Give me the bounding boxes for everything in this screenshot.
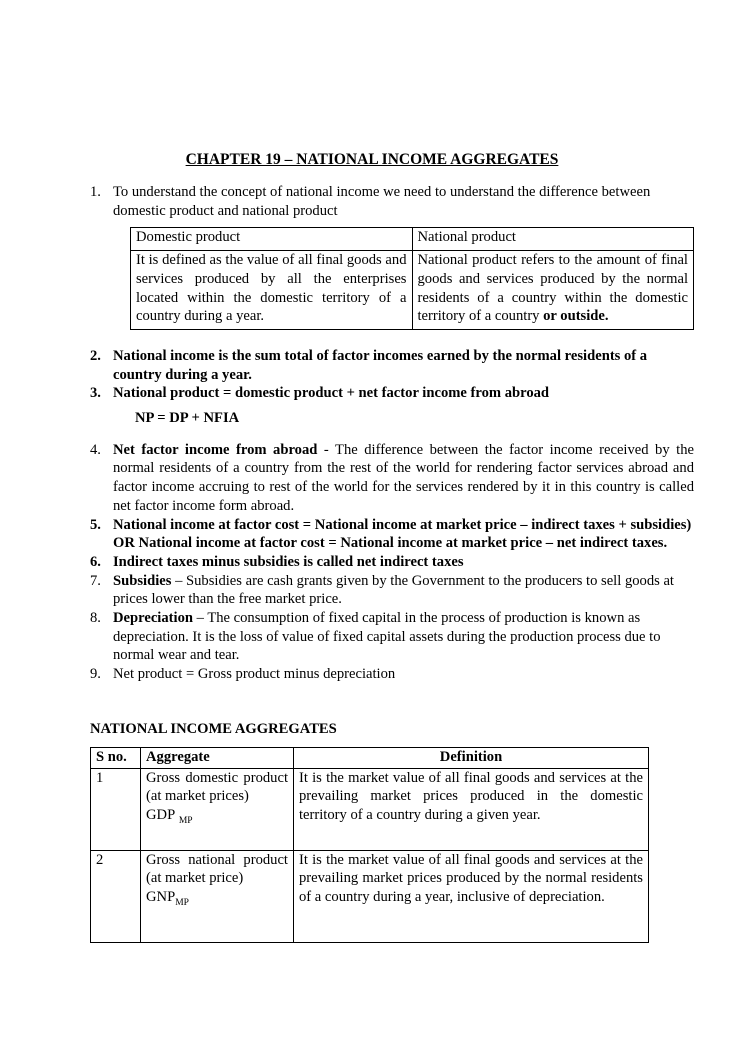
aggregate-definition: It is the market value of all final goods and services at the prevailing market prices produced by the normal residents of a country during a year, inclusive of depreciation. xyxy=(294,850,649,942)
text-run: National product = domestic product + net factor income from abroad xyxy=(113,385,550,402)
note-text xyxy=(113,183,694,220)
aggregate-s-no: 1 xyxy=(91,768,141,850)
aggregate-symbol: $GNP_{MP}$ xyxy=(146,888,189,908)
chapter-title: CHAPTER 19 – NATIONAL INCOME AGGREGATES xyxy=(185,151,559,168)
note-number: 9. xyxy=(90,666,101,683)
text-run: Depreciation xyxy=(113,610,193,627)
note-text xyxy=(113,665,694,684)
note-item-5 xyxy=(90,516,694,553)
note-text xyxy=(113,441,694,516)
header-aggregate: Aggregate xyxy=(141,747,294,768)
text-run: or outside. xyxy=(543,308,609,325)
aggregate-definition: It is the market value of all final goods and services at the prevailing market prices produced in the domestic territory of a country during a given year. xyxy=(294,768,649,850)
comparison-body-row xyxy=(131,251,694,330)
text-run: National income at factor cost = National income at market price – indirect taxes + subsidies) OR National income at factor cost = National income at market price – net indirect taxes. xyxy=(113,516,692,552)
note-number: 6. xyxy=(90,553,101,570)
note-item-3 xyxy=(90,384,694,403)
domestic-definition-cell: It is defined as the value of all final goods and services produced by all the enterprises located within the domestic territory of a country during a year. xyxy=(131,251,413,330)
np-formula: NP = DP + NFIA xyxy=(135,410,240,427)
note-item-1 xyxy=(90,183,694,220)
note-number: 4. xyxy=(90,441,101,458)
aggregate-name-cell xyxy=(141,850,294,942)
aggregate-name-cell xyxy=(141,768,294,850)
aggregate-s-no: 2 xyxy=(91,850,141,942)
symbol-subscript: MP xyxy=(175,897,189,908)
note-number: 5. xyxy=(90,516,101,533)
aggregate-row-2 xyxy=(91,850,649,942)
aggregate-name: Gross national product (at market price) xyxy=(146,851,288,887)
aggregate-row-1 xyxy=(91,768,649,850)
comparison-header-domestic: Domestic product xyxy=(131,228,413,251)
aggregate-name: Gross domestic product (at market prices) xyxy=(146,769,288,805)
text-run: – The consumption of fixed capital in the process of production is known as depreciation. It is the loss of value of fixed capital assets during the production process due to normal wear and tear. xyxy=(113,610,661,664)
page-content xyxy=(90,150,694,943)
aggregates-header-row xyxy=(91,747,649,768)
comparison-header-row xyxy=(131,228,694,251)
notes-after-formula xyxy=(90,441,694,684)
note-item-2 xyxy=(90,347,694,384)
text-run: - The difference between the factor income received by the normal residents of a country from the rest of the world for rendering factor services abroad and factor income accruing to rest of the world for the services rendered by it in this country is called net factor income form abroad. xyxy=(113,441,695,514)
note-text xyxy=(113,384,694,403)
comparison-header-national: National product xyxy=(412,228,694,251)
note-number: 7. xyxy=(90,572,101,589)
text-run: Net product = Gross product minus depreciation xyxy=(113,666,396,683)
note-text xyxy=(113,347,694,384)
header-definition: Definition xyxy=(294,747,649,768)
symbol-subscript: MP xyxy=(178,815,193,826)
text-run: Subsidies xyxy=(113,572,172,589)
note-item-8 xyxy=(90,609,694,665)
note-text xyxy=(113,572,694,609)
text-run: National product refers to the amount of final goods and services produced by the normal residents of a country within the domestic territory of a country xyxy=(417,252,688,325)
note-text xyxy=(113,516,694,553)
note-item-9 xyxy=(90,665,694,684)
note-number: 2. xyxy=(90,347,101,364)
note-item-7 xyxy=(90,572,694,609)
notes-before-table xyxy=(90,183,694,220)
text-run: Net factor income from abroad xyxy=(113,441,318,458)
text-run: – Subsidies are cash grants given by the Government to the producers to sell goods at prices lower than the free market price. xyxy=(113,572,674,608)
text-run: To understand the concept of national income we need to understand the difference between domestic product and national product xyxy=(113,184,651,219)
note-text xyxy=(113,553,694,572)
note-number: 8. xyxy=(90,610,101,627)
national-definition-cell xyxy=(412,251,694,330)
note-number: 3. xyxy=(90,385,101,402)
note-item-6 xyxy=(90,553,694,572)
aggregates-table-body xyxy=(91,768,649,942)
text-run: Indirect taxes minus subsidies is called net indirect taxes xyxy=(113,553,464,570)
header-s-no: S no. xyxy=(91,747,141,768)
note-text xyxy=(113,609,694,665)
aggregate-symbol: GDP $_{MP}$ xyxy=(146,806,193,826)
comparison-table xyxy=(130,227,694,330)
section-heading: NATIONAL INCOME AGGREGATES xyxy=(90,720,337,737)
note-item-4 xyxy=(90,441,694,516)
aggregates-table xyxy=(90,747,649,943)
note-number: 1. xyxy=(90,184,101,200)
notes-after-table xyxy=(90,347,694,403)
text-run: National income is the sum total of factor incomes earned by the normal residents of a country during a year. xyxy=(113,347,648,383)
